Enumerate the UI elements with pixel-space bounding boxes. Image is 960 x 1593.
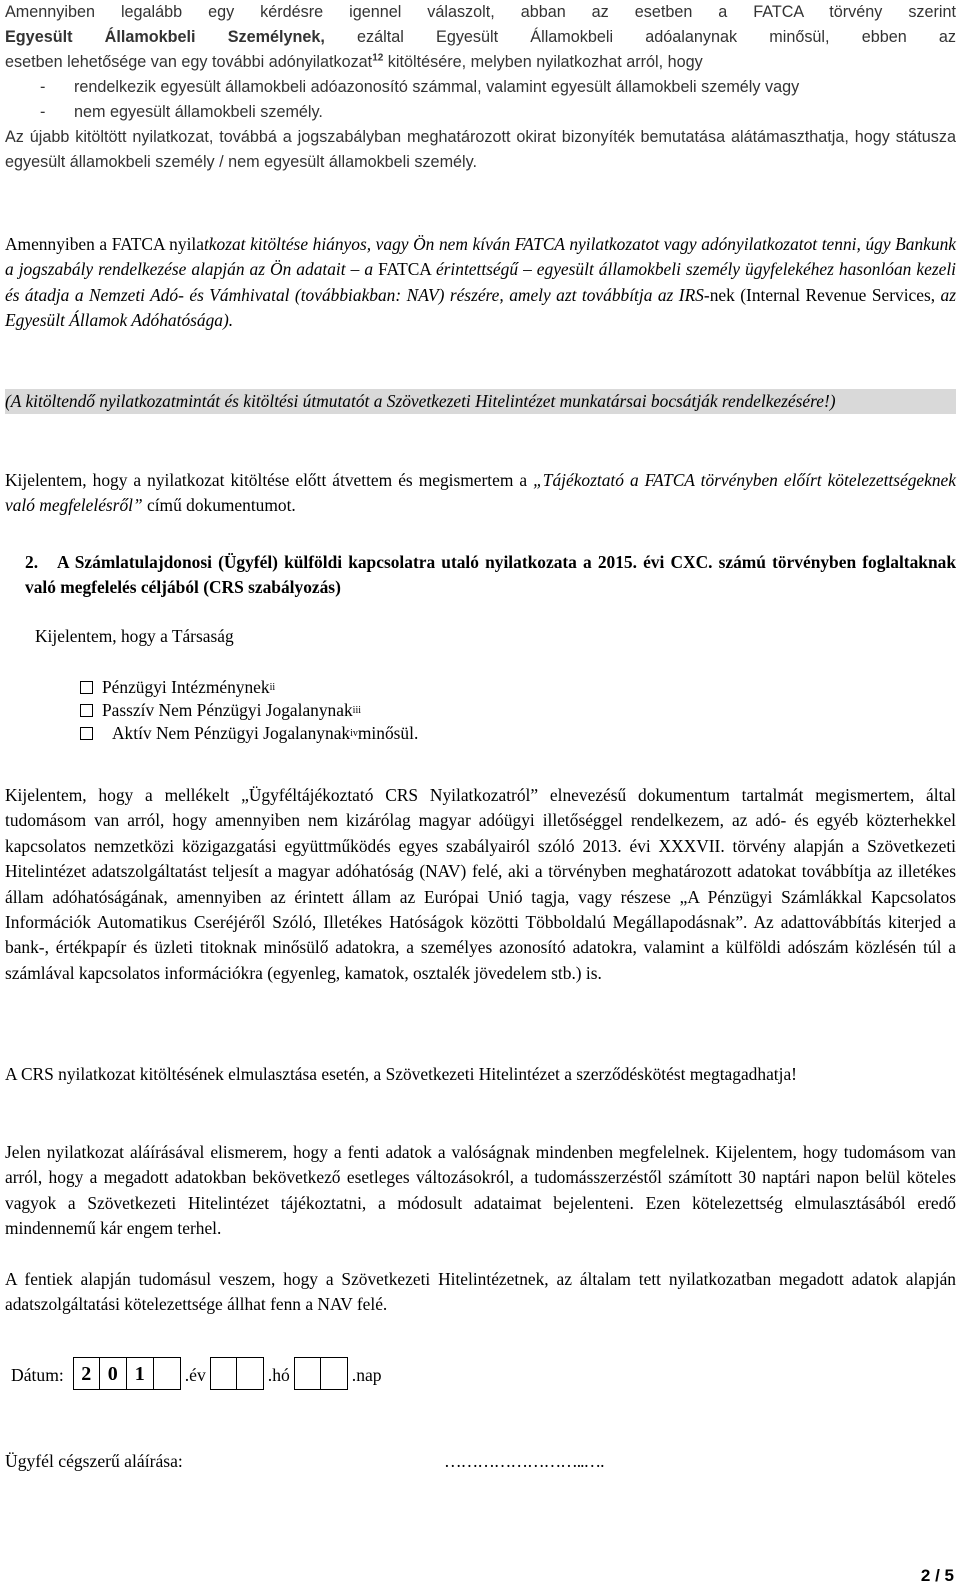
shaded-note: (A kitöltendő nyilatkozatmintát és kitöltési útmutatót a Szövetkezeti Hitelintézet munkatársai bocsátják rendelkezésére!) bbox=[5, 389, 956, 414]
section-2-heading bbox=[5, 550, 956, 601]
section-2-number: 2. bbox=[25, 552, 39, 572]
entity-type-checkboxes bbox=[5, 676, 418, 745]
signature-line[interactable]: ……………………..…. bbox=[444, 1451, 604, 1471]
month-digit-2[interactable] bbox=[237, 1357, 264, 1390]
missing-fatca-part6: az Egyesült Államok Adóhatósága). bbox=[5, 284, 957, 331]
nav-paragraph: A fentiek alapján tudomásul veszem, hogy a Szövetkezeti Hitelintézetnek, az általam tett nyilatkozatban megadott adatok alapján adatszolgáltatási kötelezettsége állhat fenn a NAV felé. bbox=[5, 1269, 956, 1315]
checkbox-financial-institution[interactable] bbox=[80, 681, 93, 694]
missing-fatca-paragraph bbox=[5, 232, 956, 334]
fatca-line-2 bbox=[5, 25, 956, 50]
year-digit-3[interactable]: 1 bbox=[127, 1357, 154, 1390]
date-row bbox=[11, 1357, 382, 1390]
date-label: Dátum: bbox=[11, 1365, 64, 1385]
checkbox-active-nfe[interactable] bbox=[80, 727, 93, 740]
fatca-declaration-title: „Tájékoztató a FATCA törvényben előírt kötelezettségeknek való megfelelésről” bbox=[5, 470, 956, 516]
day-digit-2[interactable] bbox=[321, 1357, 348, 1390]
checkbox-row-active-nfe[interactable]: Aktív Nem Pénzügyi Jogalanynak iv minősül. bbox=[80, 722, 418, 745]
page-number: 2 / 5 bbox=[920, 1566, 954, 1585]
fatca-line-3 bbox=[5, 50, 956, 75]
year-digit-4[interactable] bbox=[154, 1357, 181, 1390]
footnote-12: 12 bbox=[372, 52, 384, 64]
year-suffix: .év bbox=[184, 1365, 206, 1385]
crs-warning: A CRS nyilatkozat kitöltésének elmulasztása esetén, a Szövetkezeti Hitelintézet a szerződéskötést megtagadhatja! bbox=[5, 1064, 797, 1084]
signature-label: Ügyfél cégszerű aláírása: bbox=[5, 1451, 183, 1471]
dash-item-1-text: rendelkezik egyesült államokbeli adóazonosító számmal, valamint egyesült államokbeli személy vagy bbox=[74, 78, 800, 96]
fatca-after-text: Az újabb kitöltött nyilatkozat, továbbá a jogszabályban meghatározott okirat bizonyíték bemutatása alátámaszthatja, hogy státusza egyesült államokbeli személy / nem egyesült államokbeli személy. bbox=[5, 128, 956, 171]
fatca-line-3-post: kitöltésére, melyben nyilatkozhat arról, hogy bbox=[383, 53, 703, 71]
fatca-after bbox=[5, 125, 956, 175]
us-person-bold: Egyesült Államokbeli Személynek, bbox=[5, 28, 325, 46]
missing-fatca-part1: Amennyiben a FATCA nyila bbox=[5, 234, 204, 254]
fatca-line-1-text: Amennyiben legalább egy kérdésre igennel válaszolt, abban az esetben a FATCA törvény szerint bbox=[5, 3, 956, 21]
year-digit-1[interactable]: 2 bbox=[73, 1357, 100, 1390]
fatca-status-block bbox=[5, 0, 956, 175]
fatca-declaration bbox=[5, 468, 956, 519]
checkbox-label: Pénzügyi Intézménynek bbox=[102, 677, 270, 697]
checkbox-label: Passzív Nem Pénzügyi Jogalanynak bbox=[102, 700, 353, 720]
month-suffix: .hó bbox=[267, 1365, 290, 1385]
dash-item-2 bbox=[5, 100, 956, 125]
fatca-declaration-part3: című dokumentumot. bbox=[142, 495, 296, 516]
checkbox-label: Aktív Nem Pénzügyi Jogalanynak bbox=[112, 723, 351, 743]
truth-paragraph: Jelen nyilatkozat aláírásával elismerem, hogy a fenti adatok a valóságnak mindenben megfelelnek. Kijelentem, hogy tudomásom van arról, hogy a megadott adatokban bekövetkező esetleges változásokról, a tudomásszerzéstől számított 30 naptári napon belül köteles vagyok a Szövetkezeti Hitelintézet tájékoztatni, a módosult adataimat bejelenteni. Ezen kötelezettség elmulasztásából eredő mindennemű kár engem terhel. bbox=[5, 1142, 956, 1239]
day-digit-1[interactable] bbox=[294, 1357, 321, 1390]
company-declaration: Kijelentem, hogy a Társaság bbox=[35, 626, 234, 646]
fatca-line-2-text: ezáltal Egyesült Államokbeli adóalanynak minősül, ebben az bbox=[324, 28, 956, 46]
missing-fatca-part4: érintettségű – egyesült államokbeli személy ügyfelekéhez hasonlóan kezeli és átadja a Nemzeti Adó- és Vámhivatal (továbbiakban: NAV) részére, amely azt továbbítja az IRS- bbox=[5, 259, 956, 305]
dash-item-2-text: nem egyesült államokbeli személy. bbox=[74, 103, 323, 121]
missing-fatca-part3: FATCA bbox=[373, 259, 436, 280]
crs-paragraph: Kijelentem, hogy a mellékelt „Ügyféltájékoztató CRS Nyilatkozatról” elnevezésű dokumentum tartalmát megismertem, által tudomásom van arról, hogy amennyiben nem kizárólag magyar adóügyi illetőséggel rendelkezem, az adó- és egyéb közterhekkel kapcsolatos nemzetközi közigazgatási együttműködés egyes szabályairól szóló 2013. évi XXXVII. törvény alapján a Szövetkezeti Hitelintézet adatszolgáltatást teljesít a magyar adóhatóság (NAV) felé, aki a törvényben meghatározott adatokat továbbítja az illetékes állam adóhatóságának, amennyiben az érintett állam az Európai Unió tagja, vagy részese „A Pénzügyi Számlákkal Kapcsolatos Információk Automatikus Cseréjéről Szóló, Illetékes Hatóságok közötti Többoldalú Megállapodásnak”. Az adattovábbítás kiterjed a bank-, értékpapír és üzleti titoknak minősülő adatokra, a személyes azonosító adatokra, valamint a külföldi adószám közlésén túl a számlával kapcsolatos információkra (egyenleg, kamatok, osztalék jövedelem stb.) is. bbox=[5, 785, 956, 983]
checkbox-row-passive-nfe[interactable]: Passzív Nem Pénzügyi Jogalanynak iii bbox=[80, 699, 418, 722]
checkbox-passive-nfe[interactable] bbox=[80, 704, 93, 717]
checkbox-row-financial-institution[interactable]: Pénzügyi Intézménynek ii bbox=[80, 676, 418, 699]
fatca-declaration-part1: Kijelentem, hogy a nyilatkozat kitöltése előtt átvettem és megismertem a bbox=[5, 470, 534, 490]
fatca-line-1 bbox=[5, 0, 956, 25]
dash-marker: - bbox=[40, 78, 46, 96]
signature-row bbox=[5, 1451, 956, 1472]
missing-fatca-part5: nek (Internal Revenue Services, bbox=[709, 284, 936, 305]
checkbox-suffix: minősül. bbox=[357, 723, 419, 743]
dash-marker: - bbox=[40, 103, 46, 121]
fatca-line-3-pre: esetben lehetősége van egy további adónyilatkozat bbox=[5, 53, 373, 71]
month-digit-1[interactable] bbox=[210, 1357, 237, 1390]
dash-item-1 bbox=[5, 75, 956, 100]
year-digit-2[interactable]: 0 bbox=[100, 1357, 127, 1390]
day-suffix: .nap bbox=[351, 1365, 382, 1385]
section-2-title: A Számlatulajdonosi (Ügyfél) külföldi kapcsolatra utaló nyilatkozata a 2015. évi CXC. számú törvényben foglaltaknak való megfelelés céljából (CRS szabályozás) bbox=[25, 552, 956, 598]
missing-fatca-part2: tkozat kitöltése hiányos, vagy Ön nem kíván FATCA nyilatkozatot vagy adónyilatkozatot tenni, úgy Bankunk a jogszabály rendelkezése alapján az Ön adatait – a bbox=[5, 234, 956, 280]
